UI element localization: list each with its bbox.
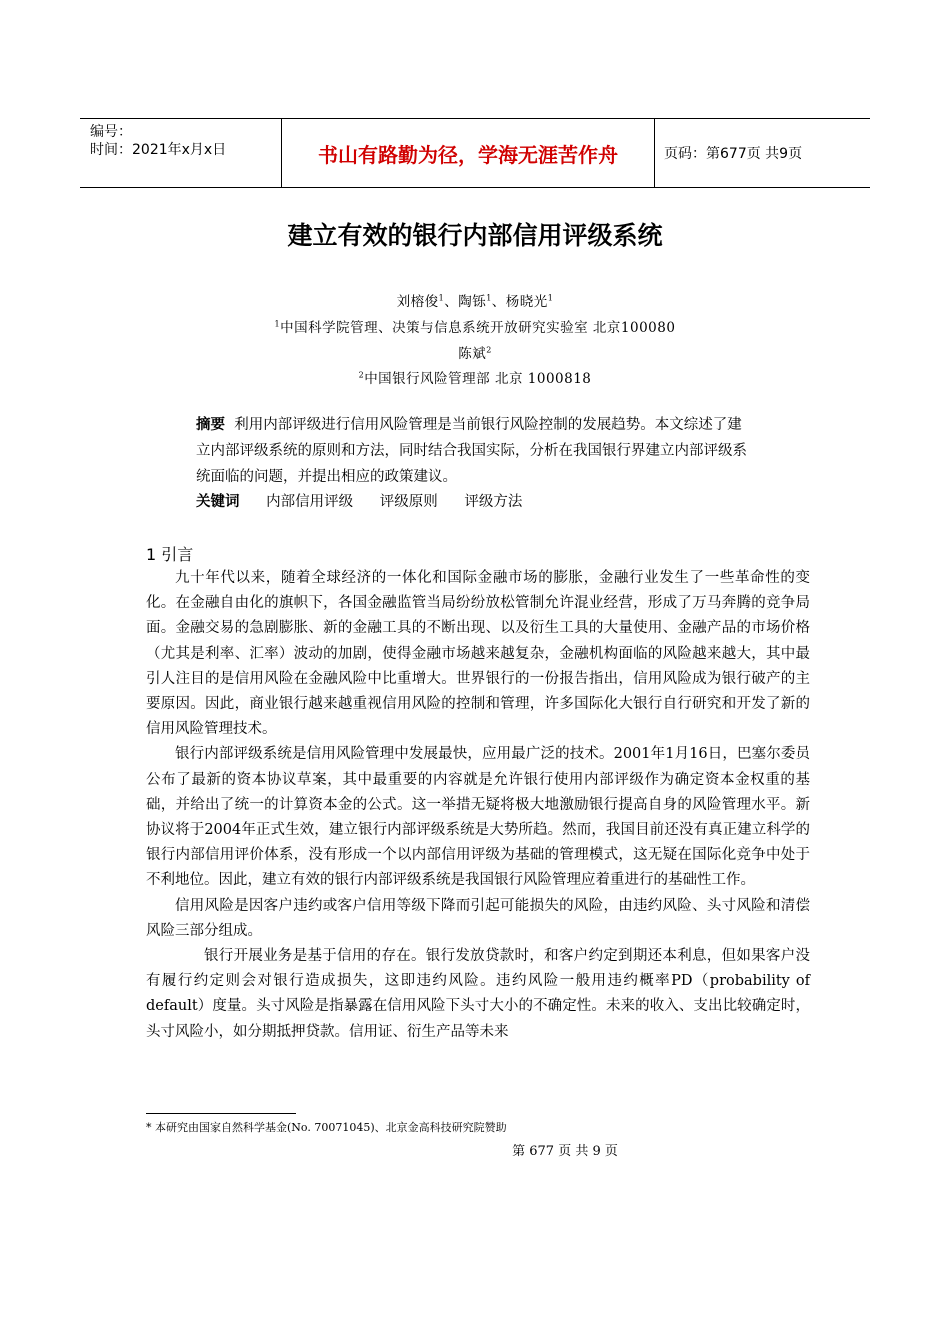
superscript: 1 [547, 293, 554, 303]
affiliation-text: 中国银行风险管理部 北京 1000818 [364, 371, 592, 387]
section-heading: 1 引言 [146, 545, 194, 564]
keywords [196, 490, 544, 514]
author: 刘榕俊 [396, 294, 439, 310]
header-meta [90, 123, 280, 159]
paragraph: 信用风险是因客户违约或客户信用等级下降而引起可能损失的风险，由违约风险、头寸风险和清偿风险三部分组成。 [146, 897, 810, 939]
header-divider [654, 119, 655, 187]
superscript: 1 [486, 293, 492, 303]
superscript: 2 [358, 370, 365, 380]
keyword: 内部信用评级 [266, 494, 354, 510]
body-text [146, 566, 810, 1045]
authors-line-2 [0, 342, 950, 362]
superscript: 2 [486, 345, 492, 355]
abstract [196, 412, 756, 490]
header-table [80, 118, 870, 188]
footnote-divider [146, 1113, 296, 1114]
author: 、陶铄 [444, 294, 487, 310]
paragraph: 银行内部评级系统是信用风险管理中发展最快，应用最广泛的技术。2001年1月16日，巴塞尔委员公布了最新的资本协议草案，其中最重要的内容就是允许银行使用内部评级作为确定资本金权重的基础，并给出了统一的计算资本金的公式。这一举措无疑将极大地激励银行提高自身的风险管理水平。新协议将于2004年正式生效，建立银行内部评级系统是大势所趋。然而，我国目前还没有真正建立科学的银行内部信用评价体系，没有形成一个以内部信用评级为基础的管理模式，这无疑在国际化竞争中处于不利地位。因此，建立有效的银行内部评级系统是我国银行风险管理应着重进行的基础性工作。 [146, 746, 810, 889]
abstract-label: 摘要 [196, 417, 225, 433]
keyword: 评级方法 [464, 494, 523, 510]
header-motto: 书山有路勤为径，学海无涯苦作舟 [318, 142, 618, 167]
superscript: 1 [438, 293, 445, 303]
paragraph: 九十年代以来，随着全球经济的一体化和国际金融市场的膨胀，金融行业发生了一些革命性的变化。在金融自由化的旗帜下，各国金融监管当局纷纷放松管制允许混业经营，形成了万马奔腾的竞争局面。金融交易的急剧膨胀、新的金融工具的不断出现、以及衍生工具的大量使用、金融产品的市场价格（尤其是利率、汇率）波动的加剧，使得金融市场越来越复杂，金融机构面临的风险越来越大，其中最引人注目的是信用风险在金融风险中比重增大。世界银行的一份报告指出，信用风险成为银行破产的主要原因。因此，商业银行越来越重视信用风险的控制和管理，许多国际化大银行自行研究和开发了新的信用风险管理技术。 [146, 570, 810, 738]
affiliation-1 [0, 316, 950, 336]
affiliation-text: 中国科学院管理、决策与信息系统开放研究实验室 北京100080 [280, 320, 676, 336]
time-label: 时间：2021年x月x日 [90, 142, 227, 158]
authors-line-1 [0, 290, 950, 310]
header-page-label: 页码：第677页 共9页 [664, 146, 803, 162]
page-footer: 第 677 页 共 9 页 [512, 1144, 618, 1159]
superscript: 1 [274, 319, 281, 329]
affiliation-2 [0, 367, 950, 387]
page-title: 建立有效的银行内部信用评级系统 [287, 221, 663, 250]
paragraph: 银行开展业务是基于信用的存在。银行发放贷款时，和客户约定到期还本利息，但如果客户没有履行约定则会对银行造成损失，这即违约风险。违约风险一般用违约概率PD（probability of default）度量。头寸风险是指暴露在信用风险下头寸大小的不确定性。未来的收入、支出比较确定时，头寸风险小，如分期抵押贷款。信用证、衍生产品等未来 [146, 948, 810, 1040]
author: 、杨晓光 [491, 294, 548, 310]
number-label: 编号： [90, 124, 132, 140]
author: 陈斌 [458, 346, 487, 362]
keywords-label: 关键词 [196, 494, 240, 510]
keyword: 评级原则 [379, 494, 438, 510]
abstract-text: 利用内部评级进行信用风险管理是当前银行风险控制的发展趋势。本文综述了建立内部评级系统的原则和方法，同时结合我国实际，分析在我国银行界建立内部评级系统面临的问题，并提出相应的政策建议。 [196, 417, 747, 485]
footnote: * 本研究由国家自然科学基金(No. 70071045)、北京金高科技研究院赞助 [146, 1121, 507, 1134]
